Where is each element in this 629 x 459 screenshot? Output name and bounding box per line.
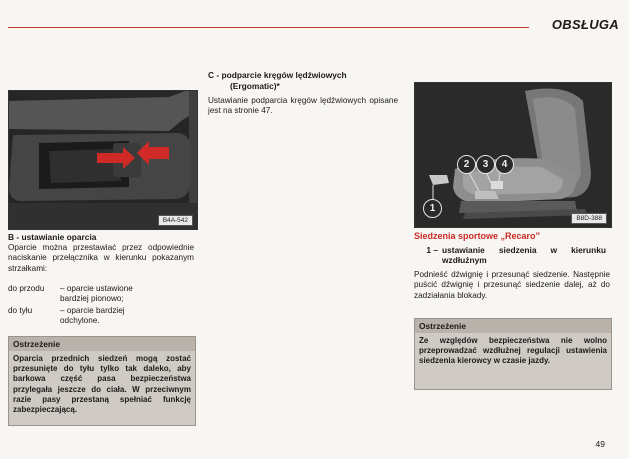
- section-c-heading-line1: C - podparcie kręgów lędźwiowych: [208, 70, 347, 80]
- callout-4: 4: [495, 155, 514, 174]
- figure-code: B8D-388: [571, 213, 607, 224]
- recaro-body: Podnieść dźwignię i przesunąć siedzenie. Następnie puścić dźwignię i przesunąć siedzenie dalej, aż do zadziałania blokady.: [414, 270, 610, 300]
- warning-title: Ostrzeżenie: [9, 337, 195, 351]
- warning-body: Ze względów bezpieczeństwa nie wolno przeprowadzać wzdłużnej regulacji ustawienia siedzenia kierowcy w czasie jazdy.: [419, 336, 607, 366]
- figure-code: B4A-542: [158, 215, 193, 226]
- warning-title: Ostrzeżenie: [415, 319, 611, 333]
- recaro-seat-illustration: [415, 83, 611, 227]
- row-text: – oparcie bardziej odchylone.: [60, 306, 125, 326]
- callout-1: 1: [423, 199, 442, 218]
- section-c-body: Ustawianie podparcia kręgów lędźwiowych opisane jest na stronie 47.: [208, 96, 398, 116]
- recaro-item-number: 1 –: [426, 245, 438, 255]
- callout-2: 2: [457, 155, 476, 174]
- warning-box-right: [414, 318, 612, 390]
- section-c-heading-line2: (Ergomatic)*: [230, 81, 280, 91]
- row-label: do tyłu: [8, 306, 33, 315]
- section-c-heading: [208, 70, 408, 92]
- section-b-row-forward: [8, 284, 196, 305]
- figure-backrest-switch: [8, 90, 198, 230]
- recaro-item-text: ustawianie siedzenia w kierunku wzdłużnym: [442, 245, 606, 266]
- recaro-item: [414, 245, 610, 266]
- section-b-heading: B - ustawianie oparcia: [8, 232, 97, 242]
- seat-switch-illustration: [9, 91, 197, 229]
- page-number: 49: [595, 439, 605, 449]
- row-label: do przodu: [8, 284, 45, 293]
- callout-3: 3: [476, 155, 495, 174]
- warning-box-left: [8, 336, 196, 426]
- page-header: OBSŁUGA: [551, 17, 619, 32]
- row-text: – oparcie ustawione bardziej pionowo;: [60, 284, 133, 304]
- section-b-row-back: [8, 306, 196, 327]
- section-b-body: Oparcie można przestawiać przez odpowiednie naciskanie przełącznika w kierunku pokazanym strzałkami:: [8, 243, 194, 273]
- figure-recaro-seat: [414, 82, 612, 228]
- header-rule: [8, 27, 529, 28]
- recaro-heading: Siedzenia sportowe „Recaro”: [414, 231, 541, 241]
- warning-body: Oparcia przednich siedzeń mogą zostać przesunięte do tyłu tylko tak daleko, aby barkowa część pasa bezpieczeństwa przylegała jeszcze do ciała. W przeciwnym razie pasy przestaną spełniać funkcję zabezpieczającą.: [13, 354, 191, 415]
